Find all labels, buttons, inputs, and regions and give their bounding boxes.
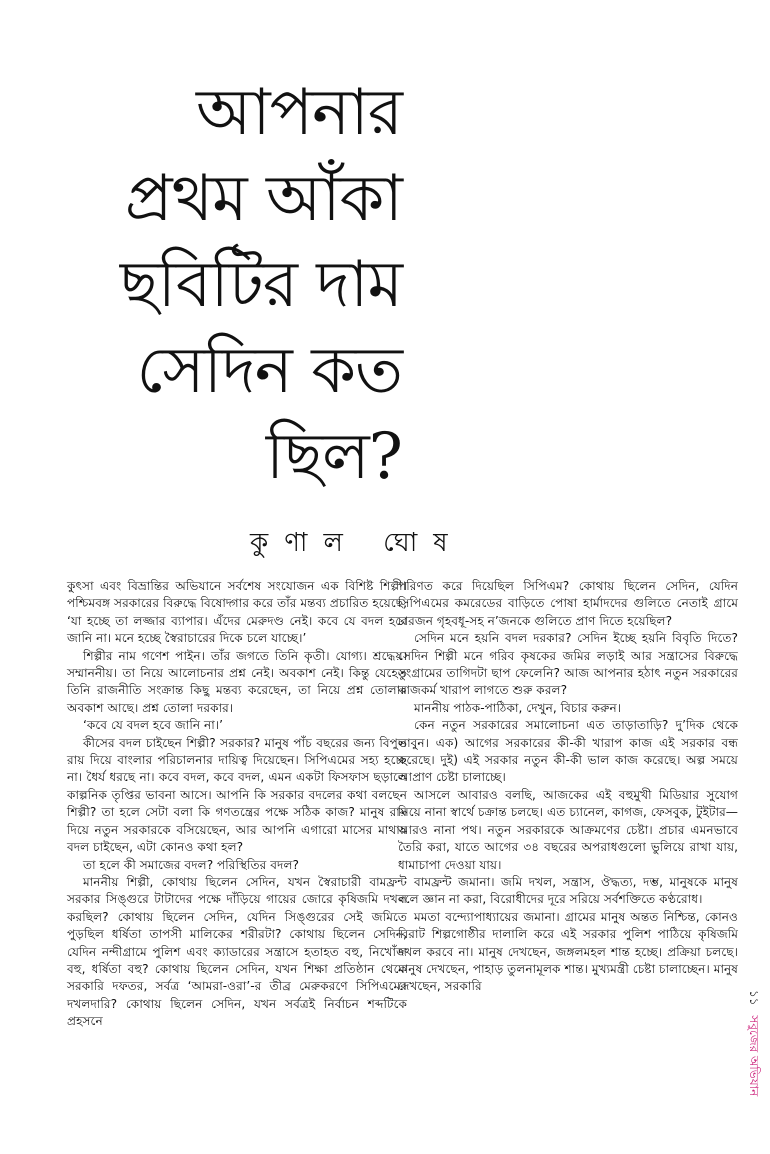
paragraph: ‘কবে যে বদল হবে জানি না।’ (83, 718, 224, 733)
paragraph: সেদিন মনে হয়নি বদল দরকার? সেদিন ইচ্ছে হয়নি বিবৃতি দিতে? সেদিন শিল্পী মনে গরিব কৃষকের জমির লড়াই আর সন্ত্রাসের বিরুদ্ধে সংগ্রামের তাগিদটা ছাপ ফেলেনি? আজ আপনার হঠাৎ নতুন সরকারের কাজকর্ম খারাপ লাগতে শুরু করল? (398, 631, 738, 698)
headline (110, 70, 402, 500)
paragraph: কুৎসা এবং বিভ্রান্তির অভিযানে সর্বশেষ সংযোজন এক বিশিষ্ট শিল্পী। পশ্চিমবঙ্গ সরকারের বিরুদ্ধে বিষোদ্গার করে তাঁর মন্তব্য প্রচারিত হয়েছে, ‘যা হচ্ছে তা লজ্জার ব্যাপার। এঁদের মেরুদণ্ড নেই। কবে যে বদল হবে জানি না। মনে হচ্ছে স্বৈরাচারের দিকে চলে যাচ্ছে।’ (67, 579, 407, 646)
paragraph: আসলে আবারও বলছি, আজকের এই বহুমুখী মিডিয়ার সুযোগ নিয়ে নানা স্বার্থে চক্রান্ত চলছে। এত চ্যানেল, কাগজ, ফেসবুক, টুইটার—আরও নানা পথ। নতুন সরকারকে আক্রমণের চেষ্টা। প্রচার এমনভাবে তৈরি করা, যাতে আগের ৩৪ বছরের অপরাধগুলো ভুলিয়ে রাখা যায়, ধামাচাপা দেওয়া যায়। (398, 787, 738, 872)
paragraph: মমতা বন্দ্যোপাধ্যায়ের জমানা। গ্রামের মানুষ অন্তত নিশ্চিন্ত, কোনও বিরাট শিল্পগোষ্ঠীর দালালি করে এই সরকার পুলিশ পাঠিয়ে কৃষিজমি দখল করবে না। মানুষ দেখছেন, জঙ্গলমহল শান্ত হচ্ছে। প্রক্রিয়া চলছে। মানুষ দেখছেন, পাহাড় তুলনামূলক শান্ত। মুখ্যমন্ত্রী চেষ্টা চালাচ্ছেন। মানুষ দেখছেন, সরকারি (398, 909, 738, 994)
paragraph: বামফ্রন্ট জমানা। জমি দখল, সন্ত্রাস, ঔদ্ধত্য, দম্ভ, মানুষকে মানুষ বলে জ্ঞান না করা, বিরোধীদের দূরে সরিয়ে সর্বশক্তিতে কণ্ঠরোধ। (398, 874, 738, 907)
headline-line-3: ছবিটির দাম (119, 248, 402, 322)
article-column-right (398, 578, 738, 996)
paragraph: মাননীয় শিল্পী, কোথায় ছিলেন সেদিন, যখন স্বৈরাচারী বামফ্রন্ট সরকার সিঙ্গুরে টাটাদের পক্ষে দাঁড়িয়ে গায়ের জোরে কৃষিজমি দখল করছিল? কোথায় ছিলেন সেদিন, যেদিন সিঙ্গুরের সেই জমিতে পুড়ছিল ধর্ষিতা তাপসী মালিকের শরীরটা? কোথায় ছিলেন সেদিন, যেদিন নন্দীগ্রামে পুলিশ এবং ক্যাডারের সন্ত্রাসে হতাহত বহু, নিখোঁজ বহু, ধর্ষিতা বহু? কোথায় ছিলেন সেদিন, যখন শিক্ষা প্রতিষ্ঠান থেকে সরকারি দফতর, সর্বত্র ‘আমরা-ওরা’-র তীব্র মেরুকরণে সিপিএমের দখলদারি? কোথায় ছিলেন সেদিন, যখন সর্বত্রই নির্বাচন শব্দটিকে প্রহসনে (67, 874, 407, 1029)
paragraph: পরিণত করে দিয়েছিল সিপিএম? কোথায় ছিলেন সেদিন, যেদিন সিপিএমের কমরেডের বাড়িতে পোষা হার্মাদদের গুলিতে নেতাই গ্রামে চারজন গৃহবধূ-সহ ন’জনকে গুলিতে প্রাণ দিতে হয়েছিল? (398, 579, 738, 628)
author-byline: কুণাল ঘোষ (250, 528, 464, 558)
headline-line-2: প্রথম আঁকা (124, 162, 402, 236)
headline-line-1: আপনার (195, 76, 402, 150)
paragraph: শিল্পীর নাম গণেশ পাইন। তাঁর জগতে তিনি কৃতী। যোগ্য। শ্রদ্ধেয়। সম্মাননীয়। তা নিয়ে আলোচনার প্রশ্ন নেই। অবকাশ নেই। কিন্তু যেহেতু তিনি রাজনীতি সংক্রান্ত কিছু মন্তব্য করেছেন, তা নিয়ে প্রশ্ন তোলার অবকাশ আছে। প্রশ্ন তোলা দরকার। (67, 648, 407, 715)
headline-line-4: সেদিন কত (136, 334, 402, 408)
page-number: ১১ (747, 990, 761, 1006)
paragraph: মাননীয় পাঠক-পাঠিকা, দেখুন, বিচার করুন। (414, 700, 622, 715)
magazine-name: সবুজের অভিযান (747, 1015, 761, 1097)
paragraph: কীসের বদল চাইছেন শিল্পী? সরকার? মানুষ পাঁচ বছরের জন্য বিপুল রায় দিয়ে বাংলার পরিচালনার দায়িত্ব দিয়েছেন। সিপিএমের সহ্য হচ্ছে না। ধৈর্য ধরছে না। কবে বদল, কবে বদল, এমন একটা ফিসফাস ছড়ালে কাল্পনিক তৃপ্তির ভাবনা আসে। আপনি কি সরকার বদলের কথা বলছেন শিল্পী? তা হলে সেটা বলা কি গণতন্ত্রের পক্ষে সঠিক কাজ? মানুষ রায় দিয়ে নতুন সরকারকে বসিয়েছেন, আর আপনি এগারো মাসের মাথায় বদল চাইছেন, এটা কোনও কথা হল? (67, 735, 407, 855)
paragraph: কেন নতুন সরকারের সমালোচনা এত তাড়াতাড়ি? দু’দিক থেকে ভাবুন। এক) আগের সরকারের কী-কী খারাপ কাজ এই সরকার বন্ধ করেছে। দুই) এই সরকার নতুন কী-কী ভাল কাজ করেছে। অল্প সময়ে আপ্রাণ চেষ্টা চালাচ্ছে। (398, 718, 738, 785)
magazine-sidebar (744, 990, 764, 1096)
paragraph: তা হলে কী সমাজের বদল? পরিস্থিতির বদল? (83, 857, 299, 872)
headline-line-5: ছিল? (265, 420, 402, 494)
article-column-left (67, 578, 407, 1031)
